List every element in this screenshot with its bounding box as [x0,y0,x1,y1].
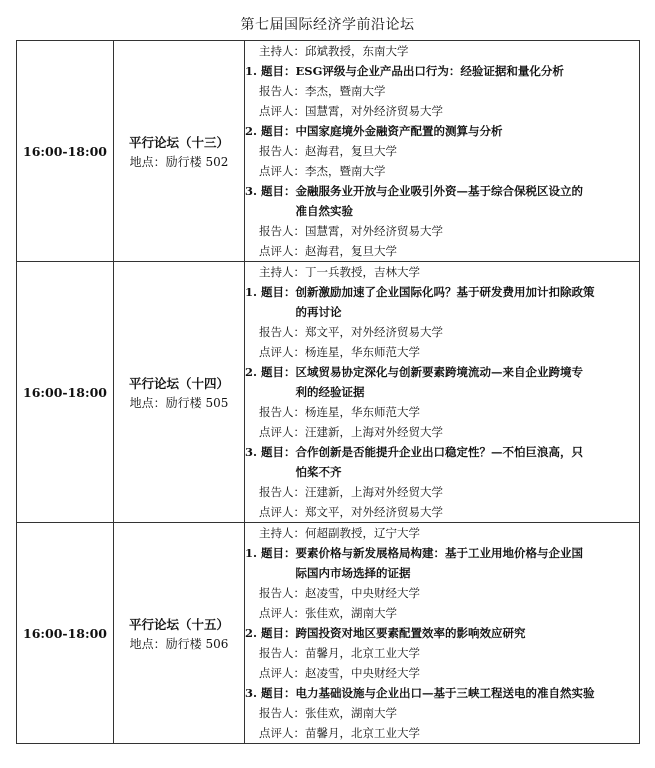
paper-title-text: 准自然实验 [295,204,354,218]
session-details [245,262,640,523]
reporter-line: 报告人：张佳欢，湖南大学 [259,706,397,720]
paper-title [245,121,639,141]
reviewer-line: 点评人：李杰，暨南大学 [259,164,386,178]
paper-title-text: 中国家庭境外金融资产配置的测算与分析 [295,124,503,138]
session-row [17,262,640,523]
session-time: 16:00-18:00 [17,262,114,523]
schedule-table [16,40,640,744]
reporter-line: 报告人：杨连星，华东师范大学 [259,405,420,419]
reviewer-line: 点评人：张佳欢，湖南大学 [259,606,397,620]
paper-title [245,543,639,583]
forum-location: 地点：励行楼 505 [129,395,229,410]
paper-title [245,362,639,402]
paper-title [245,442,639,482]
forum-cell [114,262,245,523]
paper-title-text: 怕桨不齐 [295,465,342,479]
forum-name: 平行论坛（十三） [128,134,229,150]
paper-number: 3. 题目： [245,686,296,700]
forum-cell [114,523,245,744]
paper-number: 1. 题目： [245,546,296,560]
forum-location: 地点：励行楼 506 [129,636,229,651]
paper-number: 3. 题目： [245,445,296,459]
paper-title [245,61,639,81]
paper-title [245,282,639,322]
paper-title-text: 创新激励加速了企业国际化吗？基于研发费用加计扣除政策 [295,285,595,299]
paper-title-text: ESG评级与企业产品出口行为：经验证据和量化分析 [295,64,564,78]
reporter-line: 报告人：李杰，暨南大学 [259,84,386,98]
page-title: 第七届国际经济学前沿论坛 [240,17,415,33]
session-row [17,523,640,744]
paper-title-text: 的再讨论 [295,305,342,319]
reviewer-line: 点评人：赵凌雪，中央财经大学 [259,666,420,680]
forum-name: 平行论坛（十四） [128,375,229,391]
paper-number: 2. 题目： [245,626,296,640]
paper-number: 3. 题目： [245,184,296,198]
reporter-line: 报告人：苗馨月，北京工业大学 [259,646,420,660]
session-row [17,41,640,262]
paper-title [245,683,639,703]
reviewer-line: 点评人：郑文平，对外经济贸易大学 [259,505,443,519]
session-time: 16:00-18:00 [17,41,114,262]
reporter-line: 报告人：国慧霄，对外经济贸易大学 [259,224,443,238]
forum-cell [114,41,245,262]
paper-title-text: 跨国投资对地区要素配置效率的影响效应研究 [295,626,526,640]
paper-title-text: 要素价格与新发展格局构建：基于工业用地价格与企业国 [295,546,584,560]
reviewer-line: 点评人：汪建新，上海对外经贸大学 [259,425,443,439]
forum-name: 平行论坛（十五） [128,616,229,632]
reviewer-line: 点评人：赵海君，复旦大学 [259,244,397,258]
paper-number: 2. 题目： [245,365,296,379]
host-line: 主持人：丁一兵教授，吉林大学 [259,265,420,279]
session-details [245,523,640,744]
paper-title-text: 电力基础设施与企业出口—基于三峡工程送电的准自然实验 [295,686,595,700]
reporter-line: 报告人：郑文平，对外经济贸易大学 [259,325,443,339]
reporter-line: 报告人：赵凌雪，中央财经大学 [259,586,420,600]
paper-number: 2. 题目： [245,124,296,138]
reporter-line: 报告人：汪建新，上海对外经贸大学 [259,485,443,499]
session-details [245,41,640,262]
host-line: 主持人：何超副教授，辽宁大学 [259,526,420,540]
paper-title [245,623,639,643]
reviewer-line: 点评人：杨连星，华东师范大学 [259,345,420,359]
paper-title-text: 合作创新是否能提升企业出口稳定性？—不怕巨浪高，只 [295,445,584,459]
forum-location: 地点：励行楼 502 [129,154,229,169]
session-time: 16:00-18:00 [17,523,114,744]
paper-number: 1. 题目： [245,285,296,299]
reviewer-line: 点评人：苗馨月，北京工业大学 [259,726,420,740]
paper-title [245,181,639,221]
paper-title-text: 利的经验证据 [295,385,365,399]
paper-title-text: 际国内市场选择的证据 [295,566,411,580]
reviewer-line: 点评人：国慧霄，对外经济贸易大学 [259,104,443,118]
paper-title-text: 金融服务业开放与企业吸引外资—基于综合保税区设立的 [295,184,584,198]
host-line: 主持人：邱斌教授，东南大学 [259,44,409,58]
paper-number: 1. 题目： [245,64,296,78]
reporter-line: 报告人：赵海君，复旦大学 [259,144,397,158]
paper-title-text: 区域贸易协定深化与创新要素跨境流动—来自企业跨境专 [295,365,584,379]
